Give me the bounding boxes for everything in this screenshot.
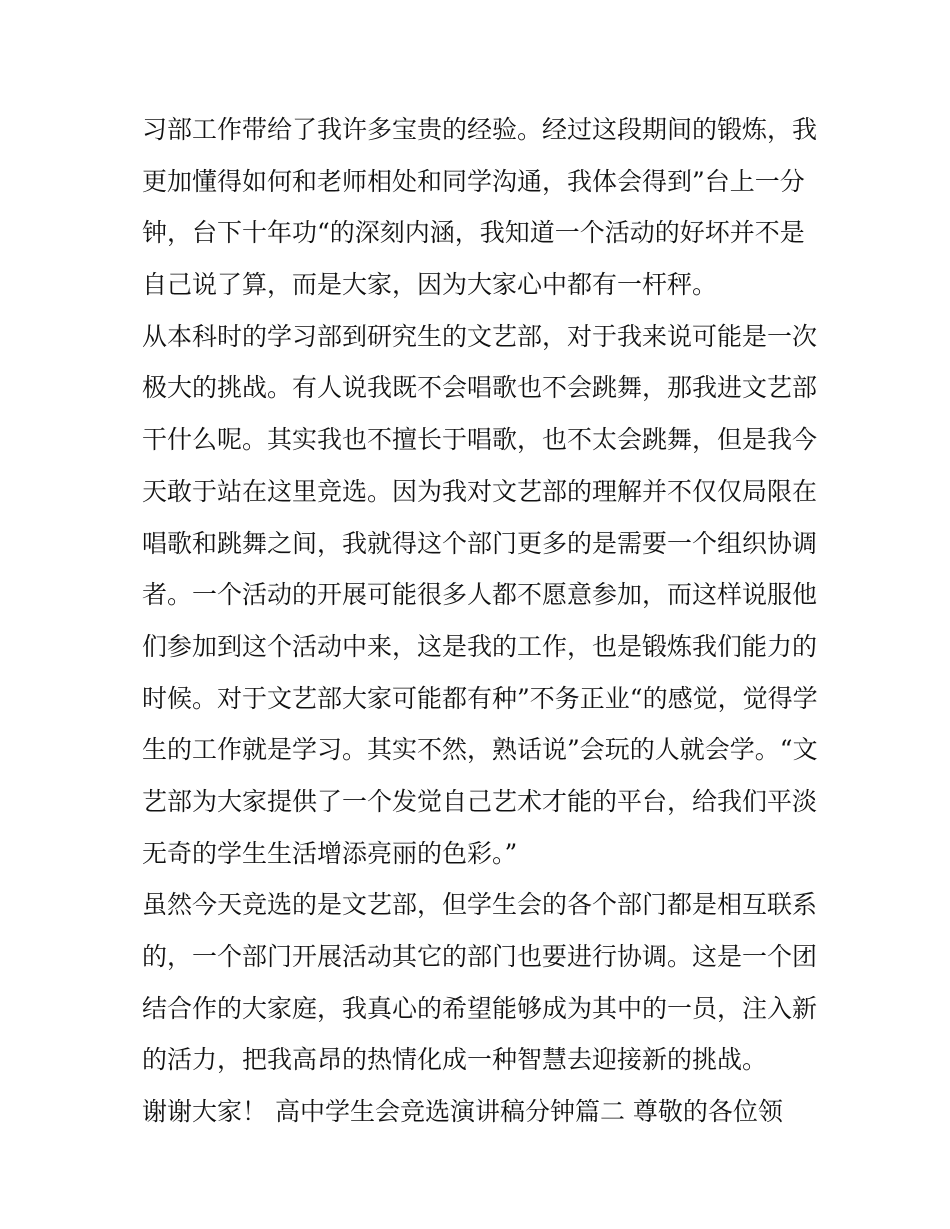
text-line-10: 者。一个活动的开展可能很多人都不愿意参加，而这样说服他 [142,580,818,610]
text-line-2: 更加懂得如何和老师相处和同学沟通，我体会得到”台上一分 [142,166,805,196]
text-line-9: 唱歌和跳舞之间，我就得这个部门更多的是需要一个组织协调 [142,528,818,558]
text-line-18: 结合作的大家庭，我真心的希望能够成为其中的一员，注入新 [142,993,818,1023]
text-line-6: 极大的挑战。有人说我既不会唱歌也不会跳舞，那我进文艺部 [142,373,818,403]
text-line-17: 的，一个部门开展活动其它的部门也要进行协调。这是一个团 [142,942,818,971]
text-line-8: 天敢于站在这里竞选。因为我对文艺部的理解并不仅仅局限在 [142,476,818,506]
text-line-12: 时候。对于文艺部大家可能都有种”不务正业“的感觉，觉得学 [142,683,818,713]
text-line-5: 从本科时的学习部到研究生的文艺部，对于我来说可能是一次 [142,321,818,351]
text-line-15: 无奇的学生生活增添亮丽的色彩。” [142,838,518,868]
text-line-11: 们参加到这个活动中来，这是我的工作，也是锻炼我们能力的 [142,631,818,661]
text-line-7: 干什么呢。其实我也不擅长于唱歌，也不太会跳舞，但是我今 [142,425,818,455]
text-line-3: 钟，台下十年功“的深刻内涵，我知道一个活动的好坏并不是 [142,218,805,248]
text-line-20: 谢谢大家！ 高中学生会竞选演讲稿分钟篇二 尊敬的各位领 [142,1097,783,1127]
text-line-14: 艺部为大家提供了一个发觉自己艺术才能的平台，给我们平淡 [142,786,818,816]
document-body [142,108,817,1142]
text-line-1: 习部工作带给了我许多宝贵的经验。经过这段期间的锻炼，我 [142,115,818,144]
text-line-4: 自己说了算，而是大家，因为大家心中都有一杆秤。 [142,270,718,300]
text-line-16: 虽然今天竞选的是文艺部，但学生会的各个部门都是相互联系 [142,890,818,920]
text-line-19: 的活力，把我高昂的热情化成一种智慧去迎接新的挑战。 [142,1045,768,1075]
text-line-13: 生的工作就是学习。其实不然，熟话说”会玩的人就会学。“文 [142,735,818,765]
